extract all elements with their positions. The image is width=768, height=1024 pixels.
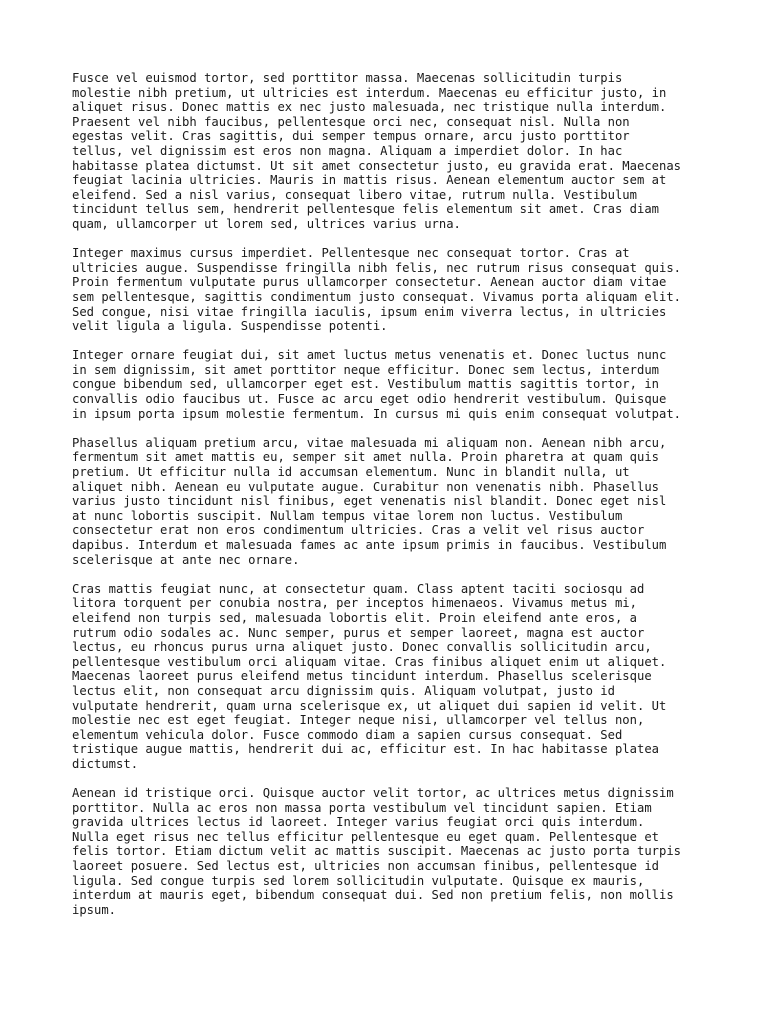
paragraph-2: Integer maximus cursus imperdiet. Pellentesque nec consequat tortor. Cras at ultricies augue. Suspendisse fringilla nibh felis, nec rutrum risus consequat quis. Proin fermentum vulputate purus ullamcorper consectetur. Aenean auctor diam vitae sem pellentesque, sagittis condimentum justo consequat. Vivamus porta aliquam elit. Sed congue, nisi vitae fringilla iaculis, ipsum enim viverra lectus, in ultricies velit ligula a ligula. Suspendisse potenti.	[72, 246, 682, 334]
document-body	[72, 71, 712, 932]
paragraph-3: Integer ornare feugiat dui, sit amet luctus metus venenatis et. Donec luctus nunc in sem dignissim, sit amet porttitor neque efficitur. Donec sem lectus, interdum congue bibendum sed, ullamcorper eget est. Vestibulum mattis sagittis tortor, in convallis odio faucibus ut. Fusce ac arcu eget odio hendrerit vestibulum. Quisque in ipsum porta ipsum molestie fermentum. In cursus mi quis enim consequat volutpat.	[72, 348, 682, 421]
paragraph-6: Aenean id tristique orci. Quisque auctor velit tortor, ac ultrices metus dignissim porttitor. Nulla ac eros non massa porta vestibulum vel tincidunt sapien. Etiam gravida ultrices lectus id laoreet. Integer varius feugiat orci quis interdum. Nulla eget risus nec tellus efficitur pellentesque eu eget quam. Pellentesque et felis tortor. Etiam dictum velit ac mattis suscipit. Maecenas ac justo porta turpis laoreet posuere. Sed lectus est, ultricies non accumsan finibus, pellentesque id ligula. Sed congue turpis sed lorem sollicitudin vulputate. Quisque ex mauris, interdum at mauris eget, bibendum consequat dui. Sed non pretium felis, non mollis ipsum.	[72, 786, 682, 917]
paragraph-1: Fusce vel euismod tortor, sed porttitor massa. Maecenas sollicitudin turpis molestie nibh pretium, ut ultricies est interdum. Maecenas eu efficitur justo, in aliquet risus. Donec mattis ex nec justo malesuada, nec tristique nulla interdum. Praesent vel nibh faucibus, pellentesque orci nec, consequat nisl. Nulla non egestas velit. Cras sagittis, dui semper tempus ornare, arcu justo porttitor tellus, vel dignissim est eros non magna. Aliquam a imperdiet dolor. In hac habitasse platea dictumst. Ut sit amet consectetur justo, eu gravida erat. Maecenas feugiat lacinia ultricies. Mauris in mattis risus. Aenean elementum auctor sem at eleifend. Sed a nisl varius, consequat libero vitae, rutrum nulla. Vestibulum tincidunt tellus sem, hendrerit pellentesque felis elementum sit amet. Cras diam quam, ullamcorper ut lorem sed, ultrices varius urna.	[72, 71, 682, 231]
paragraph-4: Phasellus aliquam pretium arcu, vitae malesuada mi aliquam non. Aenean nibh arcu, fermentum sit amet mattis eu, semper sit amet nulla. Proin pharetra at quam quis pretium. Ut efficitur nulla id accumsan elementum. Nunc in blandit nulla, ut aliquet nibh. Aenean eu vulputate augue. Curabitur non venenatis nibh. Phasellus varius justo tincidunt nisl finibus, eget venenatis nisl blandit. Donec eget nisl at nunc lobortis suscipit. Nullam tempus vitae lorem non luctus. Vestibulum consectetur erat non eros condimentum ultricies. Cras a velit vel risus auctor dapibus. Interdum et malesuada fames ac ante ipsum primis in faucibus. Vestibulum scelerisque at ante nec ornare.	[72, 435, 667, 567]
paragraph-5: Cras mattis feugiat nunc, at consectetur quam. Class aptent taciti sociosqu ad litora torquent per conubia nostra, per inceptos himenaeos. Vivamus metus mi, eleifend non turpis sed, malesuada lobortis elit. Proin eleifend ante eros, a rutrum odio sodales ac. Nunc semper, purus et semper laoreet, magna est auctor lectus, eu rhoncus purus urna aliquet justo. Donec convallis sollicitudin arcu, pellentesque vestibulum orci aliquam vitae. Cras finibus aliquet enim ut aliquet. Maecenas laoreet purus eleifend metus tincidunt interdum. Phasellus scelerisque lectus elit, non consequat arcu dignissim quis. Aliquam volutpat, justo id vulputate hendrerit, quam urna scelerisque ex, ut aliquet dui sapien id velit. Ut molestie nec est eget feugiat. Integer neque nisi, ullamcorper vel tellus non, elementum vehicula dolor. Fusce commodo diam a sapien cursus consequat. Sed tristique augue mattis, hendrerit dui ac, efficitur est. In hac habitasse platea dictumst.	[72, 581, 667, 771]
